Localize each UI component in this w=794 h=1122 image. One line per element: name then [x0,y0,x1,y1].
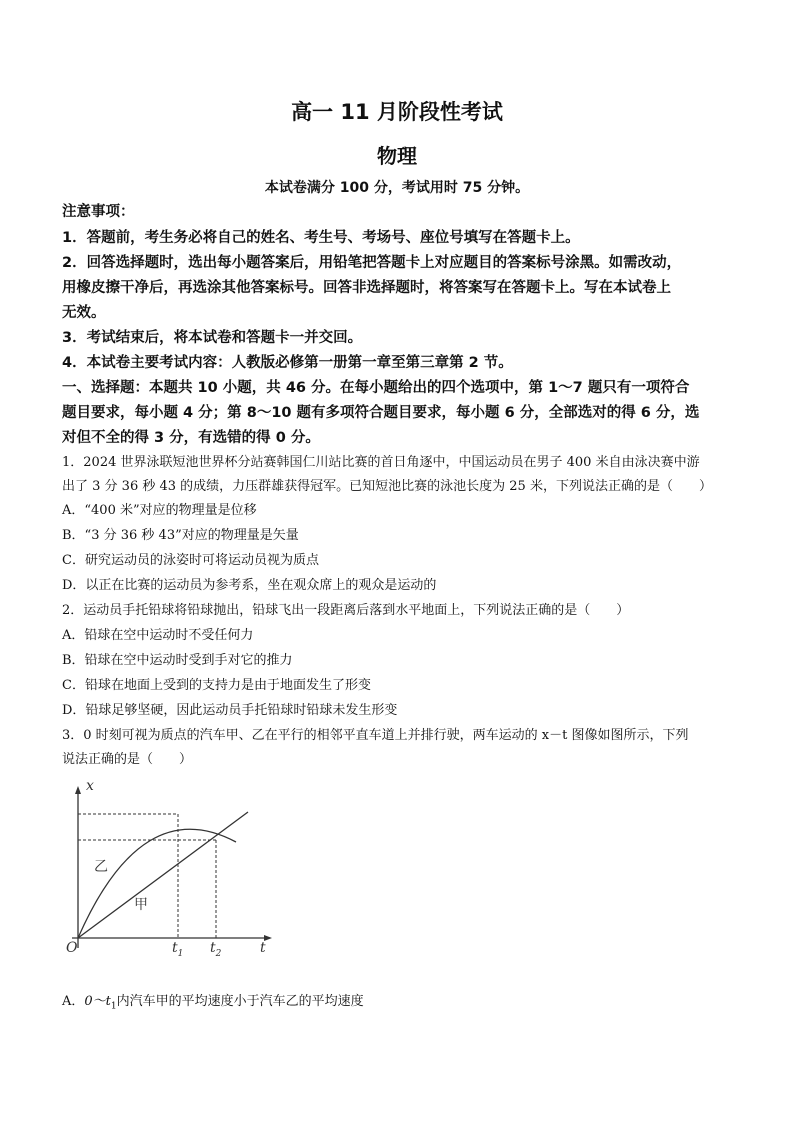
q2-option-b: B．铅球在空中运动时受到手对它的推力 [62,653,293,668]
q1-stem-2: 出了 3 分 36 秒 43 的成绩，力压群雄获得冠军。已知短池比赛的泳池长度为 25 米，下列说法正确的是（ ） [62,479,712,494]
curve-yi [78,829,236,938]
q2-stem: 2．运动员手托铅球将铅球抛出，铅球飞出一段距离后落到水平地面上，下列说法正确的是（ ） [62,603,630,618]
exam-title: 高一 11 月阶段性考试 [291,100,503,124]
notice-item-4: 4．本试卷主要考试内容：人教版必修第一册第一章至第三章第 2 节。 [62,355,513,371]
exam-subject: 物理 [377,144,417,168]
q2-option-d: D．铅球足够坚硬，因此运动员手托铅球时铅球未发生形变 [62,703,398,718]
q3-option-a-sub: 1 [110,1001,117,1012]
q1-option-d: D．以正在比赛的运动员为参考系，坐在观众席上的观众是运动的 [62,578,437,593]
q3-stem-2: 说法正确的是（ ） [62,752,193,767]
t2-label-sub: 2 [215,948,222,959]
q3-option-a-prefix: A． [62,994,85,1009]
y-axis-arrow [75,786,81,794]
notice-item-2b: 用橡皮擦干净后，再选涂其他答案标号。回答非选择题时，将答案写在答题卡上。写在本试卷上 [62,280,671,296]
curve-yi-label: 乙 [94,859,108,875]
t1-label-main: t [172,940,178,956]
t2-label-main: t [210,940,216,956]
line-jia-label: 甲 [134,897,148,913]
section1-instruction-2: 题目要求，每小题 4 分；第 8～10 题有多项符合题目要求，每小题 6 分，全部选对的得 6 分，选 [62,405,700,421]
y-axis-label: x [86,778,94,794]
q2-option-a: A．铅球在空中运动时不受任何力 [62,628,254,643]
notice-item-3: 3．考试结束后，将本试卷和答题卡一并交回。 [62,330,363,346]
exam-info: 本试卷满分 100 分，考试用时 75 分钟。 [264,180,530,196]
notice-item-2a: 2．回答选择题时，选出每小题答案后，用铅笔把答题卡上对应题目的答案标号涂黑。如需改动， [62,255,682,271]
q1-option-b: B．“3 分 36 秒 43”对应的物理量是矢量 [62,528,299,543]
q1-option-a: A．“400 米”对应的物理量是位移 [62,503,257,518]
t1-label [172,940,183,959]
q2-option-c: C．铅球在地面上受到的支持力是由于地面发生了形变 [62,678,371,693]
notice-heading: 注意事项： [62,204,135,220]
t2-label [210,940,221,959]
section1-instruction-1: 一、选择题：本题共 10 小题，共 46 分。在每小题给出的四个选项中，第 1～7 题只有一项符合 [62,380,690,396]
q3-option-a-math: 0～t [84,994,111,1009]
t1-label-sub: 1 [177,948,184,959]
notice-item-2c: 无效。 [62,305,106,321]
q3-xt-graph [60,778,290,962]
q3-option-a-text: 内汽车甲的平均速度小于汽车乙的平均速度 [116,994,364,1009]
q3-option-a [62,990,742,1012]
section1-instruction-3: 对但不全的得 3 分，有选错的得 0 分。 [62,430,320,446]
x-axis-label: t [260,940,266,956]
origin-label: O [66,940,78,956]
q1-option-c: C．研究运动员的泳姿时可将运动员视为质点 [62,553,319,568]
q3-stem-1: 3．0 时刻可视为质点的汽车甲、乙在平行的相邻平直车道上并排行驶，两车运动的 x－t 图像如图所示，下列 [62,728,689,743]
q1-stem-1: 1．2024 世界泳联短池世界杯分站赛韩国仁川站比赛的首日角逐中，中国运动员在男子 400 米自由泳决赛中游 [62,455,700,470]
notice-item-1: 1．答题前，考生务必将自己的姓名、考生号、考场号、座位号填写在答题卡上。 [62,230,580,246]
